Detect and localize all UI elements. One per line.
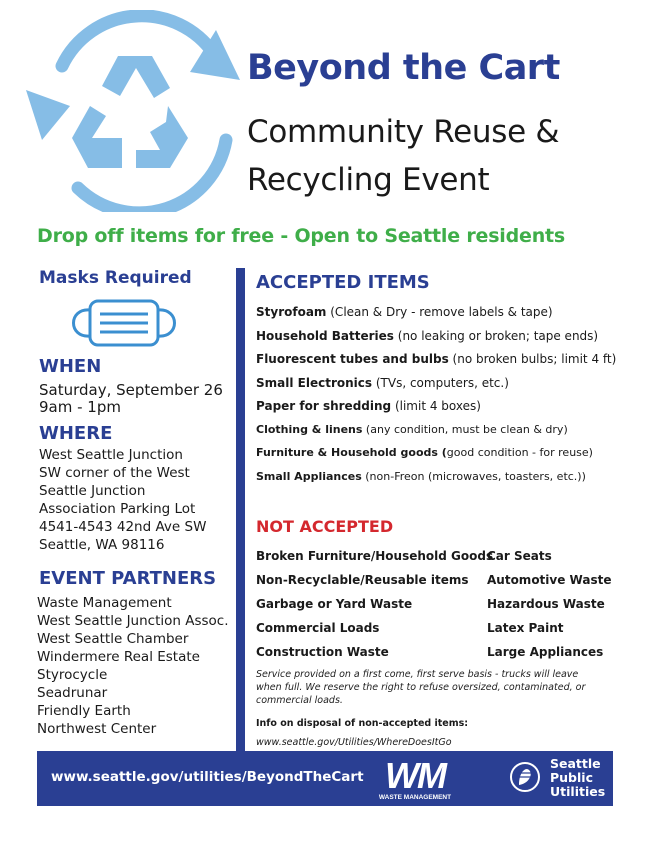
not-accepted-item: Latex Paint (487, 621, 564, 635)
item-name: Fluorescent tubes and bulbs (256, 352, 449, 366)
accepted-item (256, 352, 616, 376)
where-address (39, 446, 206, 554)
waste-management-logo (355, 758, 475, 802)
spu-name-line: Public (550, 770, 593, 785)
accepted-item (256, 399, 616, 423)
not-accepted-heading: NOT ACCEPTED (256, 517, 394, 536)
partner-item: Friendly Earth (37, 703, 131, 719)
subtitle-line: Recycling Event (247, 162, 490, 198)
item-detail: (no leaking or broken; tape ends) (393, 328, 599, 343)
not-accepted-item: Automotive Waste (487, 573, 612, 587)
partner-item: West Seattle Junction Assoc. (37, 613, 229, 629)
not-accepted-item: Broken Furniture/Household Goods (256, 549, 494, 563)
item-name: Small Appliances (256, 469, 362, 483)
not-accepted-item: Large Appliances (487, 645, 604, 659)
spu-name-line: Seattle (550, 756, 601, 771)
column-divider (236, 268, 245, 751)
spu-seal-icon (509, 761, 541, 793)
event-title: Beyond the Cart (247, 48, 560, 88)
info-url-link[interactable]: www.seattle.gov/Utilities/WhereDoesItGo (256, 737, 452, 748)
address-line: SW corner of the West (39, 465, 190, 481)
masks-heading: Masks Required (39, 268, 192, 288)
accepted-item (256, 329, 616, 353)
when-details (39, 382, 223, 416)
not-accepted-item: Commercial Loads (256, 621, 380, 635)
accepted-item (256, 305, 616, 329)
not-accepted-item: Construction Waste (256, 645, 389, 659)
accepted-item (256, 470, 616, 494)
subtitle-line: Community Reuse & (247, 114, 560, 150)
wm-logo-caption: WASTE MANAGEMENT (378, 794, 452, 801)
info-label: Info on disposal of non-accepted items: (256, 718, 469, 729)
item-name: Furniture & Household goods ( (256, 446, 447, 459)
item-detail: (TVs, computers, etc.) (372, 375, 509, 390)
partner-item: Northwest Center (37, 721, 157, 737)
accepted-item (256, 446, 616, 470)
not-accepted-item: Non-Recyclable/Reusable items (256, 573, 469, 587)
partners-heading: EVENT PARTNERS (39, 568, 217, 589)
not-accepted-item: Car Seats (487, 549, 552, 563)
not-accepted-list-right (487, 549, 611, 669)
address-line: 4541-4543 42nd Ave SW (39, 519, 207, 535)
accepted-item (256, 423, 616, 447)
event-date: Saturday, September 26 (39, 381, 223, 399)
partner-item: Windermere Real Estate (37, 649, 200, 665)
item-name: Styrofoam (256, 305, 327, 319)
item-detail: good condition - for reuse) (446, 446, 593, 459)
footer-bar (37, 751, 613, 806)
address-line: Seattle Junction (39, 483, 146, 499)
where-heading: WHERE (39, 423, 113, 444)
partner-item: Waste Management (37, 595, 172, 611)
item-detail: (limit 4 boxes) (391, 399, 481, 413)
not-accepted-item: Garbage or Yard Waste (256, 597, 413, 611)
not-accepted-item: Hazardous Waste (487, 597, 605, 611)
event-time: 9am - 1pm (39, 398, 121, 416)
wm-logo-text: WM (385, 758, 445, 796)
partner-item: Seadrunar (37, 685, 108, 701)
partner-item: West Seattle Chamber (37, 631, 189, 647)
item-name: Paper for shredding (256, 399, 392, 413)
face-mask-icon (66, 298, 182, 348)
accepted-item (256, 376, 616, 400)
accepted-heading: ACCEPTED ITEMS (256, 272, 430, 293)
address-line: West Seattle Junction (39, 447, 183, 463)
item-name: Household Batteries (256, 328, 394, 343)
recycle-icon (18, 10, 250, 212)
partner-item: Styrocycle (37, 667, 108, 683)
item-detail: (Clean & Dry - remove labels & tape) (326, 305, 553, 319)
item-name: Small Electronics (256, 375, 373, 390)
not-accepted-list-left (256, 549, 493, 669)
event-subtitle (247, 108, 559, 204)
address-line: Seattle, WA 98116 (39, 537, 165, 553)
when-heading: WHEN (39, 356, 102, 377)
item-detail: (any condition, must be clean & dry) (362, 422, 568, 436)
tagline: Drop off items for free - Open to Seattle residents (37, 225, 566, 247)
item-detail: (no broken bulbs; limit 4 ft) (448, 352, 617, 366)
accepted-items-list (256, 305, 616, 493)
item-name: Clothing & linens (256, 422, 363, 436)
partners-list (37, 594, 229, 738)
service-note: Service provided on a first come, first serve basis - trucks will leave when full. We reserve the right to refuse oversized, contaminated, or commercial loads. (256, 669, 586, 706)
item-detail: (non-Freon (microwaves, toasters, etc.)) (361, 469, 586, 483)
address-line: Association Parking Lot (39, 501, 196, 517)
spu-name-line: Utilities (550, 784, 606, 799)
footer-url-link[interactable]: www.seattle.gov/utilities/BeyondTheCart (51, 769, 364, 785)
spu-name (550, 757, 605, 799)
